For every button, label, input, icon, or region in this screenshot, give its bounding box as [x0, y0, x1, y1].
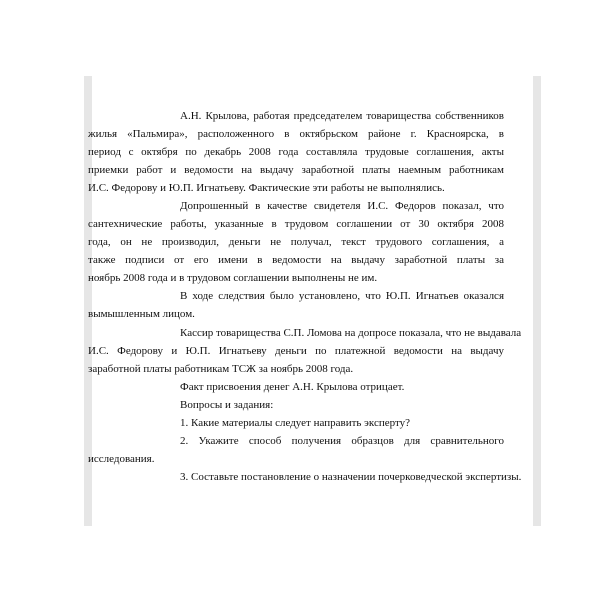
text-line: А.Н. Крылова, работая председателем товарищества собственников: [180, 110, 504, 122]
text-line: года, он не производил, деньги не получал, текст трудового соглашения, а: [88, 236, 504, 248]
text-line: жилья «Пальмира», расположенного в октябрьском районе г. Красноярска, в: [88, 128, 504, 140]
text-line: 1. Какие материалы следует направить эксперту?: [180, 417, 410, 429]
text-line: И.С. Федорову и Ю.П. Игнатьеву. Фактические эти работы не выполнялись.: [88, 182, 445, 194]
text-line: 3. Составьте постановление о назначении почерковедческой экспертизы.: [180, 471, 522, 483]
text-line: исследования.: [88, 453, 155, 465]
text-line: Факт присвоения денег А.Н. Крылова отрицает.: [180, 381, 405, 393]
text-line: Кассир товарищества С.П. Ломова на допросе показала, что не выдавала: [180, 327, 522, 339]
text-line: ноябрь 2008 года и в трудовом соглашении выполнены не им.: [88, 272, 378, 284]
text-line: Вопросы и задания:: [180, 399, 274, 411]
text-line: заработной платы работникам ТСЖ за ноябрь 2008 года.: [88, 363, 354, 375]
text-line: период с октября по декабрь 2008 года составляла трудовые соглашения, акты: [88, 146, 504, 158]
text-line: Допрошенный в качестве свидетеля И.С. Федоров показал, что: [180, 200, 504, 212]
text-line: сантехнические работы, указанные в трудовом соглашении от 30 октября 2008: [88, 218, 504, 230]
text-line: В ходе следствия было установлено, что Ю.П. Игнатьев оказался: [180, 290, 504, 302]
text-line: приемки работ и ведомости на выдачу заработной платы наемным работникам: [88, 164, 504, 176]
page-right-edge: [533, 76, 541, 526]
text-line: 2. Укажите способ получения образцов для сравнительного: [180, 435, 504, 447]
text-line: также подписи от его имени в ведомости на выдачу заработной платы за: [88, 254, 504, 266]
text-line: И.С. Федорову и Ю.П. Игнатьеву деньги по платежной ведомости на выдачу: [88, 345, 504, 357]
text-line: вымышленным лицом.: [88, 308, 195, 320]
